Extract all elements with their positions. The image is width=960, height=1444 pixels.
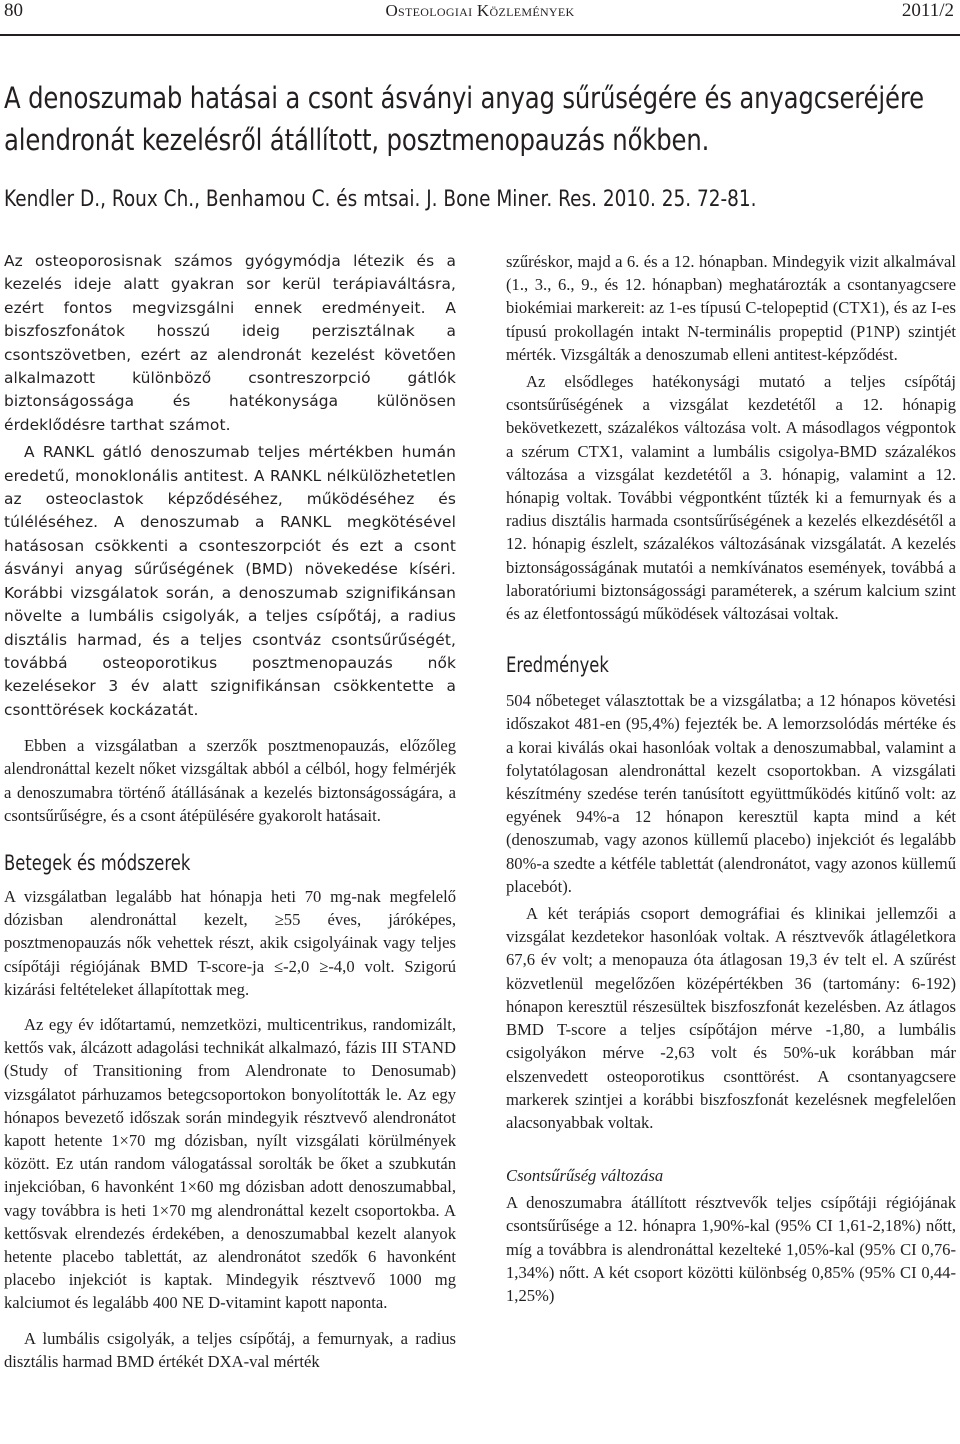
issue-number: 2011/2	[901, 0, 954, 21]
article-title-line-2: alendronát kezelésről átállított, posztmenopauzás nőkben.	[4, 123, 710, 157]
header-rule	[0, 34, 960, 36]
article-title	[4, 77, 957, 161]
page-header	[0, 0, 960, 34]
right-column	[506, 250, 956, 1307]
methods-paragraph-1: A vizsgálatban legalább hat hónapja heti 70 mg-nak megfelelő dózisban alendronáttal kezelt, ≥55 éves, járóképes, posztmenopauzás nők vehettek részt, akik csigolyáinak vagy teljes csípőtáji régiójának BMD T-score-ja ≤-2,0 ≥-4,0 volt. Szigorú kizárási feltételeket állapítottak meg.	[4, 886, 456, 999]
results-heading: Eredmények	[506, 653, 609, 678]
continued-paragraph-2: Az elsődleges hatékonysági mutató a teljes csípőtáj csontsűrűségének a vizsgálat kezdetétől a 12. hónapig bekövetkezett, százalékos változása volt. A másodlagos végpontok a szérum CTX1, valamint a lumbális csigolya-BMD százalékos változása a vizsgálat kezdetétől a 3. hónapig, valamint a 12. hónapig voltak. További végpontként tűzték ki a femurnyak és a radius disztális harmada csontsűrűségének a kezelés elkezdésétől a 12. hónapig észlelt, százalékos változásának vizsgálatát. A kezelés biztonságosságának mutatói a nemkívánatos események, továbbá a laboratóriumi biztonságossági paraméterek, a szérum kalcium szint és az életfontosságú működések változásai voltak.	[506, 372, 956, 624]
journal-name: Osteologiai Közlemények	[385, 1, 575, 20]
results-paragraph-2: A két terápiás csoport demográfiai és klinikai jellemzői a vizsgálat kezdetekor hasonlóak voltak. A résztvevők átlagéletkora 67,6 év volt; a menopauza óta átlagosan 19,3 év telt el. A szűrést közvetlenül megelőzően középértékben 36 (tartomány: 6-192) hónapon keresztül részesültek biszfoszfonát kezelésben. Az átlagos BMD T-score a teljes csípőtájon mérve -1,80, a lumbális csigolyákon mérve -2,63 volt és 50%-uk korábban már elszenvedett osteoporotikus csonttörést. A csontanyagcsere markerek szintjei a korábbi biszfoszfonát kezelésnek megfelelően alacsonyabbak voltak.	[506, 904, 956, 1132]
article-citation: Kendler D., Roux Ch., Benhamou C. és mtsai. J. Bone Miner. Res. 2010. 25. 72-81.	[4, 187, 757, 212]
intro-paragraph-2: A RANKL gátló denoszumab teljes mértékben humán eredetű, monoklonális antitest. A RANKL nélkülözhetetlen az osteoclastok képződéséhez, működéséhez és túléléséhez. A denoszumab a RANKL megkötésével hatásosan csökkenti a csonteszorpciót és ezt a csont ásványi anyag sűrűségének (BMD) növekedése kíséri. Korábbi vizsgálatok során, a denoszumab szignifikánsan növelte a lumbális csigolyák, a teljes csípőtáj, a radius disztális harmad, és a teljes csontváz csontsűrűségét, továbbá osteoporotikus posztmenopauzás nők kezelésekor 3 év alatt szignifikánsan csökkentette a csonttörések kockázatát.	[4, 443, 456, 719]
page-number: 80	[4, 0, 23, 21]
intro-paragraph-3: Ebben a vizsgálatban a szerzők posztmenopauzás, előzőleg alendronáttal kezelt nőket vizsgáltak abból a célból, hogy felmérjék a denoszumabra történő átállásának a kezelés biztonságosságára, a csontsűrűségre, és a csont átépülésére gyakorolt hatásait.	[4, 736, 456, 825]
intro-paragraph-1: Az osteoporosisnak számos gyógymódja létezik és a kezelés ideje alatt gyakran sor kerül terápiaváltásra, ezért fontos megvizsgálni ennek eredményeit. A biszfoszfonátok hosszú ideig perzisztálnak a csontszövetben, ezért az alendronát kezelést követően alkalmazott különböző csontreszorpció gátlók biztonságossága és hatékonysága különösen érdeklődésre tarthat számot.	[4, 252, 456, 434]
bmd-subheading: Csontsűrűség változása	[506, 1166, 664, 1186]
left-column	[4, 250, 456, 1373]
results-paragraph-1: 504 nőbeteget választottak be a vizsgálatba; a 12 hónapos követési időszakot 481-en (95,4%) fejezték be. A lemorzsolódás mértéke és a korai kiválás okai hasonlóak voltak a denoszumabbal, valamint a folytatólagosan alendronáttal kezelt csoportokban. A vizsgálati készítmény szedése terén tanúsított együttműködés kitűnő volt: az egyének 94%-a 12 hónapon keresztül kapta mind a két (denoszumab, vagy azonos küllemű placebo) injekciót és legalább 80%-a szedte a kétféle tablettát (alendronátot, vagy azonos küllemű placebót).	[506, 691, 956, 896]
article-title-line-1: A denoszumab hatásai a csont ásványi anyag sűrűségére és anyagcseréjére	[4, 81, 924, 115]
continued-paragraph-1: szűréskor, majd a 6. és a 12. hónapban. Mindegyik vizit alkalmával (1., 3., 6., 9., és 12. hónapban) meghatározták a csontanyagcsere biokémiai markereit: az 1-es típusú C-telopeptid (CTX1), és az I-es típusú prokollagén intakt N-terminális propeptid (P1NP) szintjét mérték. Vizsgálták a denoszumab elleni antitest-képződést.	[506, 252, 956, 364]
methods-paragraph-2: Az egy év időtartamú, nemzetközi, multicentrikus, randomizált, kettős vak, álcázott adagolási technikát alkalmazó, fázis III STAND (Study of Transitioning from Alendronate to Denosumab) vizsgálatot párhuzamos betegcsoportokon bonyolították le. Az egy hónapos bevezető időszak során mindegyik résztvevő alendronátot kapott hetente 1×70 mg dózisban, nyílt vizsgálati körülmények között. Ez után random válogatással sorolták be őket a szubkután injekcióban, 6 havonként 1×60 mg dózisban adott denoszumabbal, vagy továbbra is heti 1×70 mg alendronáttal kezelt csoportokba. A kettősvak elrendezés érdekében, a denoszumabbal kezelt alanyok hetente placebo tablettát, az alendronátot szedők 6 havonként placebo injekciót is kaptak. Mindegyik résztvevő 1000 mg kalciumot és legalább 400 NE D-vitamint kapott naponta.	[4, 1014, 456, 1313]
bmd-paragraph-1: A denoszumabra átállított résztvevők teljes csípőtáji régiójának csontsűrűsége a 12. hónapra 1,90%-kal (95% CI 1,61-2,18%) nőtt, míg a továbbra is alendronáttal kezelteké 1,05%-kal (95% CI 0,76-1,34%) nőtt. A két csoport közötti különbség 0,85% (95% CI 0,44-1,25%)	[506, 1193, 956, 1305]
methods-heading: Betegek és módszerek	[4, 850, 191, 875]
methods-paragraph-3: A lumbális csigolyák, a teljes csípőtáj, a femurnyak, a radius disztális harmad BMD értékét DXA-val mérték	[4, 1328, 456, 1371]
